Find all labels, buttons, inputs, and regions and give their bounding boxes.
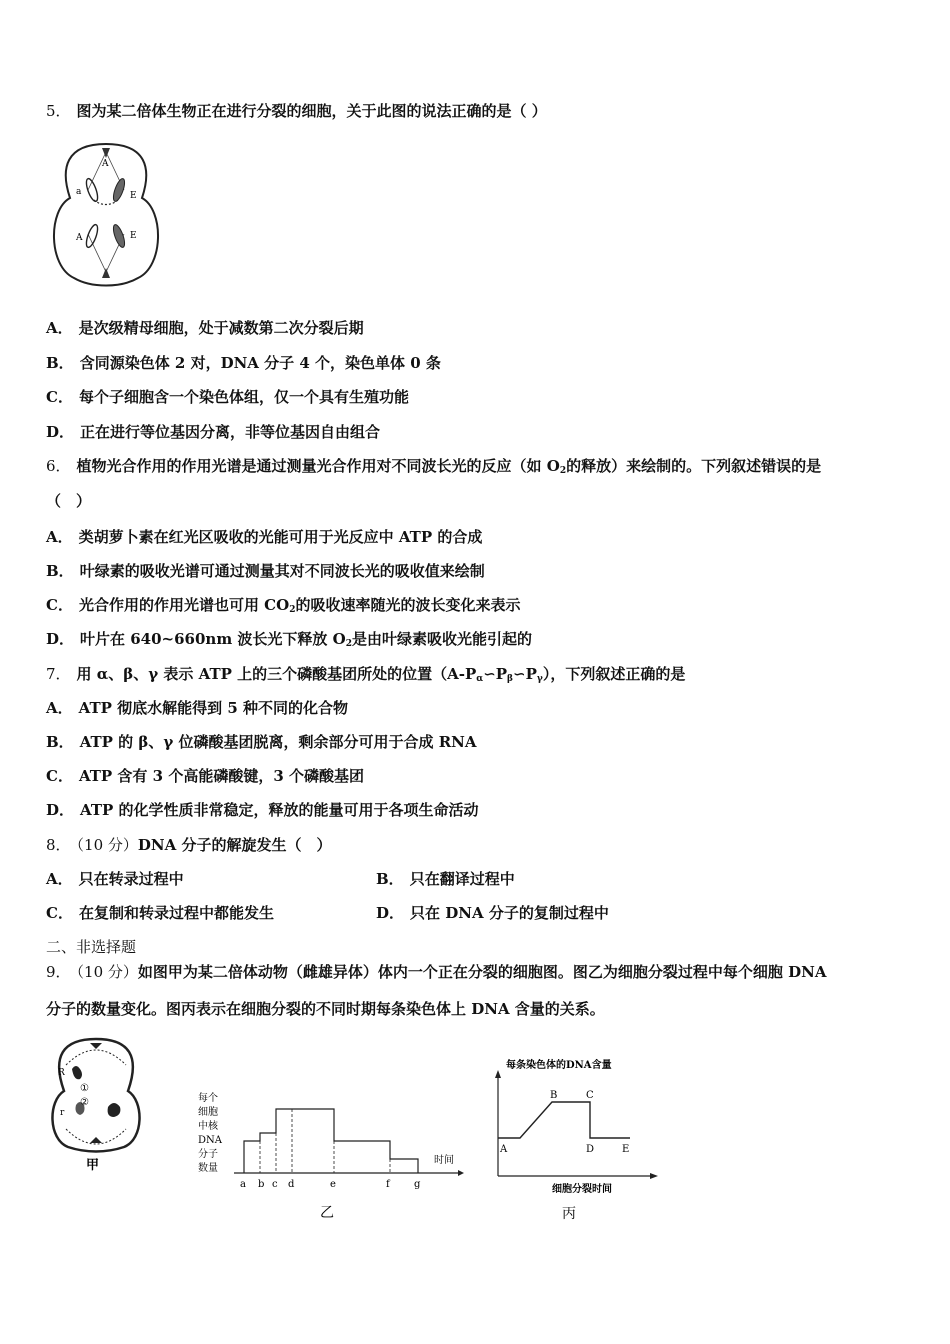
point-E: E xyxy=(622,1144,630,1155)
q5-stem xyxy=(46,101,547,121)
option-label: C． xyxy=(46,767,73,785)
question-number: 8． xyxy=(46,836,71,854)
q6-stem-continued: （ ） xyxy=(46,492,92,510)
option-label: B． xyxy=(376,870,404,888)
x-axis-label: 时间 xyxy=(434,1155,454,1166)
question-number: 7． xyxy=(46,665,71,683)
fig-bing-caption: 丙 xyxy=(562,1206,576,1222)
q8-option-c[interactable] xyxy=(46,903,274,923)
option-label: C． xyxy=(46,596,73,614)
section-title: 二、非选择题 xyxy=(46,938,137,956)
ylabel-line-4: DNA xyxy=(198,1135,222,1146)
q9-stem xyxy=(46,962,827,982)
ylabel-line-6: 数量 xyxy=(198,1163,218,1174)
q7-option-a[interactable] xyxy=(46,698,348,718)
q5-option-a[interactable] xyxy=(46,318,364,338)
fig-yi-chart xyxy=(196,1085,466,1225)
option-text: 叶绿素的吸收光谱可通过测量其对不同波长光的吸收值来绘制 xyxy=(79,562,485,580)
label-circle-1: ① xyxy=(80,1083,89,1094)
ylabel-line-5: 分子 xyxy=(198,1149,218,1160)
option-label: D． xyxy=(46,423,75,441)
question-number: 5． xyxy=(46,102,71,120)
q7-option-d[interactable] xyxy=(46,800,479,820)
option-label: B． xyxy=(46,354,74,372)
option-label: A． xyxy=(46,699,73,717)
option-text: 只在转录过程中 xyxy=(78,870,184,888)
question-text: 用 α、β、γ 表示 ATP 上的三个磷酸基团所处的位置$(A-P_\alpha∽P_\beta∽P_\gamma)$，下列叙述正确的是 xyxy=(76,665,686,684)
q7-option-b[interactable] xyxy=(46,732,477,752)
ylabel-line-1: 每个 xyxy=(198,1093,218,1104)
point-A: A xyxy=(500,1144,508,1155)
q7-stem xyxy=(46,664,685,689)
tick-g: g xyxy=(414,1179,421,1190)
point-D: D xyxy=(586,1144,595,1155)
dna-content-curve xyxy=(498,1102,630,1138)
option-text: ATP 彻底水解能得到 5 种不同的化合物 xyxy=(78,699,349,717)
option-label: C． xyxy=(46,388,73,406)
q8-option-a[interactable] xyxy=(46,869,184,889)
fig-jia-caption: 甲 xyxy=(86,1158,100,1173)
tick-c: c xyxy=(272,1179,278,1190)
option-text: ATP 的化学性质非常稳定，释放的能量可用于各项生命活动 xyxy=(80,801,479,819)
option-label: B． xyxy=(46,733,74,751)
option-text: 是次级精母细胞，处于减数第二次分裂后期 xyxy=(78,319,364,337)
option-label: D． xyxy=(376,904,405,922)
q8-option-b[interactable] xyxy=(376,869,515,889)
q5-cell-figure xyxy=(46,138,166,290)
option-label: D． xyxy=(46,630,75,648)
tick-a: a xyxy=(240,1179,246,1190)
fig-jia-cell xyxy=(46,1035,146,1175)
q5-option-b[interactable] xyxy=(46,353,441,373)
q6-option-c[interactable] xyxy=(46,595,520,620)
option-text: 每个子细胞含一个染色体组，仅一个具有生殖功能 xyxy=(78,388,409,406)
option-text: 含同源染色体 2 对，DNA 分子 4 个，染色单体 0 条 xyxy=(79,354,441,372)
tick-d: d xyxy=(288,1179,295,1190)
label-r: r xyxy=(60,1108,65,1118)
q6-option-a[interactable] xyxy=(46,527,482,547)
option-label: C． xyxy=(46,904,73,922)
tick-b: b xyxy=(258,1179,265,1190)
question-text: 图为某二倍体生物正在进行分裂的细胞，关于此图的说法正确的是（ ） xyxy=(76,102,547,120)
ylabel-line-3: 中核 xyxy=(198,1121,218,1132)
q6-option-b[interactable] xyxy=(46,561,485,581)
dna-curve xyxy=(244,1109,418,1173)
option-text: 只在翻译过程中 xyxy=(409,870,515,888)
option-text: 在复制和转录过程中都能发生 xyxy=(78,904,274,922)
question-number: 9． xyxy=(46,963,71,981)
option-text: 正在进行等位基因分离，非等位基因自由组合 xyxy=(80,423,381,441)
option-text: 光合作用的作用光谱也可用 $CO_2$的吸收速率随光的波长变化来表示 xyxy=(78,596,521,615)
label-circle-2: ② xyxy=(80,1097,89,1108)
question-text: DNA 分子的解旋发生（ ） xyxy=(137,836,332,854)
label-E-bottom: E xyxy=(130,231,137,241)
question-text: 植物光合作用的作用光谱是通过测量光合作用对不同波长光的反应（如 $O_2$的释放）来绘制的。下列叙述错误的是 xyxy=(76,457,822,476)
y-axis-label: 每条染色体的DNA含量 xyxy=(506,1060,612,1071)
tick-e: e xyxy=(330,1179,336,1190)
question-number: 6． xyxy=(46,457,71,475)
label-a: a xyxy=(76,187,82,197)
ylabel-line-2: 细胞 xyxy=(198,1107,218,1118)
label-E-top: E xyxy=(130,191,137,201)
tick-f: f xyxy=(386,1179,390,1190)
q6-option-d[interactable] xyxy=(46,629,532,654)
question-score: （10 分） xyxy=(76,963,138,981)
option-text: 类胡萝卜素在红光区吸收的光能可用于光反应中 ATP 的合成 xyxy=(78,528,483,546)
q6-stem xyxy=(46,456,821,481)
option-label: B． xyxy=(46,562,74,580)
option-text: 只在 DNA 分子的复制过程中 xyxy=(410,904,609,922)
label-A-bottom: A xyxy=(76,233,83,243)
option-label: D． xyxy=(46,801,75,819)
q5-option-c[interactable] xyxy=(46,387,409,407)
fig-bing-chart xyxy=(490,1052,670,1224)
x-axis-label: 细胞分裂时间 xyxy=(552,1184,612,1195)
point-C: C xyxy=(586,1090,594,1101)
q8-option-d[interactable] xyxy=(376,903,609,923)
q7-option-c[interactable] xyxy=(46,766,364,786)
option-label: A． xyxy=(46,319,73,337)
q5-option-d[interactable] xyxy=(46,422,380,442)
option-text: ATP 含有 3 个高能磷酸键，3 个磷酸基团 xyxy=(78,767,364,785)
question-score: （10 分） xyxy=(76,836,138,854)
q9-stem-line2: 分子的数量变化。图丙表示在细胞分裂的不同时期每条染色体上 DNA 含量的关系。 xyxy=(46,1000,605,1018)
label-A-top: A xyxy=(102,159,109,169)
label-R: R xyxy=(58,1068,65,1078)
fig-yi-caption: 乙 xyxy=(320,1205,334,1221)
option-label: A． xyxy=(46,870,73,888)
option-text: 叶片在 640~660nm 波长光下释放 $O_2$是由叶绿素吸收光能引起的 xyxy=(80,630,532,649)
question-text: 如图甲为某二倍体动物（雌雄异体）体内一个正在分裂的细胞图。图乙为细胞分裂过程中每个细胞 DNA xyxy=(137,963,827,981)
option-text: ATP 的 β、γ 位磷酸基团脱离，剩余部分可用于合成 RNA xyxy=(79,733,477,751)
option-label: A． xyxy=(46,528,73,546)
q8-stem xyxy=(46,835,332,855)
point-B: B xyxy=(550,1090,558,1101)
